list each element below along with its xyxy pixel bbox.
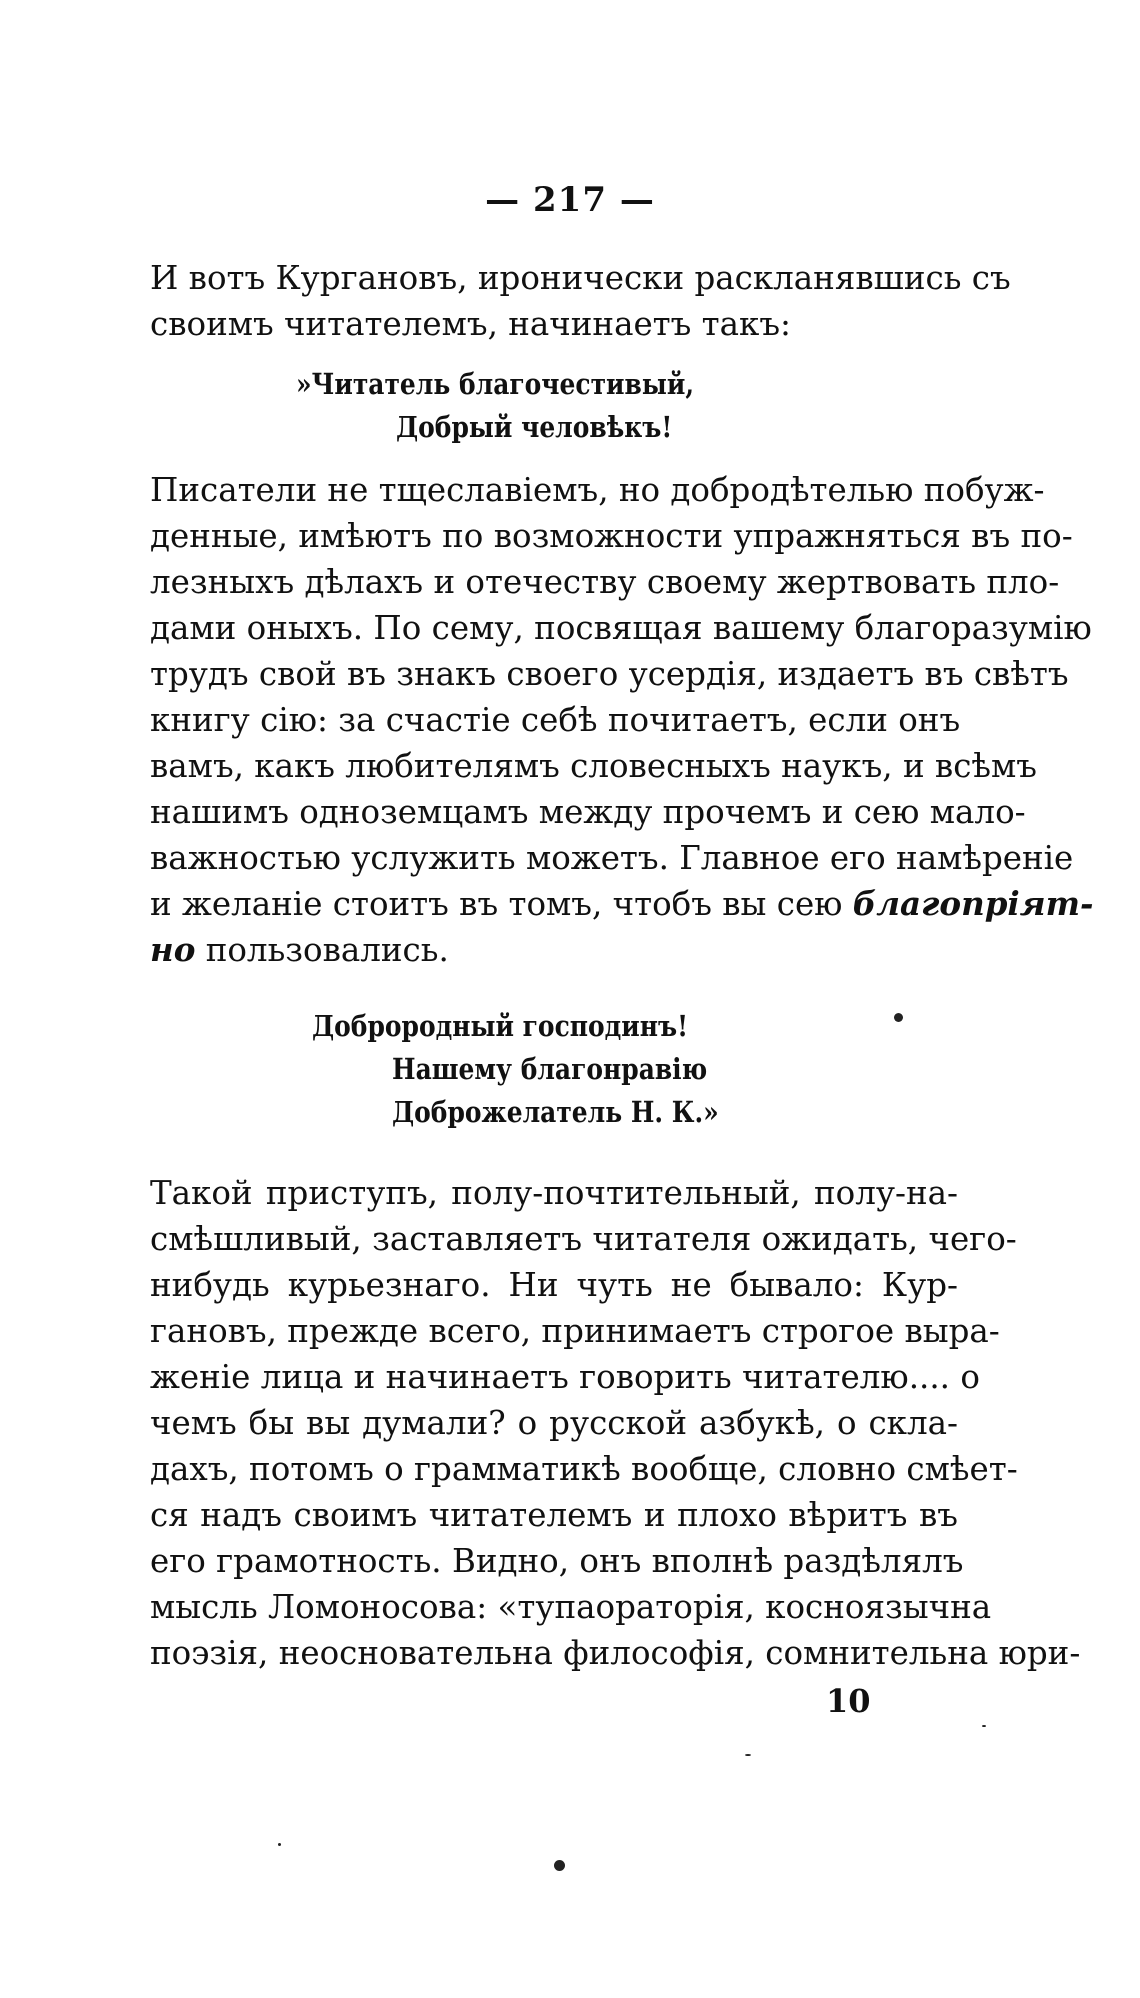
body1-line-6: книгу сію: за счастіе себѣ почитаетъ, если онъ [150,701,961,739]
closing-line-1: Доброродный господинъ! [312,1009,689,1043]
body1-line-1: Писатели не тщеславіемъ, но добродѣтелью побуж- [150,471,1045,509]
closing-line-2: Нашему благонравію [392,1052,708,1086]
body2-line-1: Такой приступъ, полу-почтительный, полу-на- [150,1174,958,1212]
body1-line-10 [150,881,1094,927]
body2-line-5: женіе лица и начинаетъ говорить читателю.... о [150,1358,980,1396]
page-number: — 217 — [485,180,655,220]
body2-line-3: нибудь курьезнаго. Ни чуть не бывало: Кур- [150,1266,958,1304]
body1-line-8: нашимъ одноземцамъ между прочемъ и сею мало- [150,793,1026,831]
intro-line-2: своимъ читателемъ, начинаетъ такъ: [150,305,791,343]
body1-line-10-italic: благопріят- [852,884,1094,923]
body2-line-4: гановъ, прежде всего, принимаетъ строгое выра- [150,1312,1000,1350]
body2-line-9: его грамотность. Видно, онъ вполнѣ раздѣлялъ [150,1542,964,1580]
body1-line-11-italic: но [150,930,196,969]
body1-line-4: дами оныхъ. По сему, посвящая вашему благоразумію [150,609,1092,647]
scan-speck [554,1860,565,1871]
body2-line-11: поэзія, неосновательна философія, сомнительна юри- [150,1634,1081,1672]
body1-line-10-text: и желаніе стоитъ въ томъ, чтобъ вы сею [150,885,853,923]
body1-line-7: вамъ, какъ любителямъ словесныхъ наукъ, и всѣмъ [150,747,1037,785]
body2-line-10: мысль Ломоносова: «тупаораторія, косноязычна [150,1588,992,1626]
body2-line-2: смѣшливый, заставляетъ читателя ожидать, чего- [150,1220,1017,1258]
greeting-line-2: Добрый человѣкъ! [396,410,673,444]
intro-line-1: И вотъ Кургановъ, иронически раскланявшись съ [150,259,1011,297]
body1-line-11 [150,927,958,973]
body1-line-3: лезныхъ дѣлахъ и отечеству своему жертвовать пло- [150,563,1060,601]
body1-line-2: денные, имѣютъ по возможности упражняться въ по- [150,517,1073,555]
body2-line-8: ся надъ своимъ читателемъ и плохо вѣритъ въ [150,1496,958,1534]
body1-line-9: важностью услужить можетъ. Главное его намѣреніе [150,839,1074,877]
scan-speck [278,1843,281,1846]
body1-line-11-text: пользовались. [195,931,449,969]
scan-speck [894,1013,903,1022]
body1-line-5: трудъ свой въ знакъ своего усердія, издаетъ въ свѣтъ [150,655,1069,693]
greeting-line-1: »Читатель благочестивый, [296,367,695,401]
scan-speck [982,1725,986,1727]
body2-line-6: чемъ бы вы думали? о русской азбукѣ, о скла- [150,1404,958,1442]
scan-speck [745,1754,751,1756]
body2-line-7: дахъ, потомъ о грамматикѣ вообще, словно смѣет- [150,1450,1018,1488]
closing-line-3: Доброжелатель Н. К.» [392,1095,719,1129]
signature-mark: 10 [826,1682,871,1720]
